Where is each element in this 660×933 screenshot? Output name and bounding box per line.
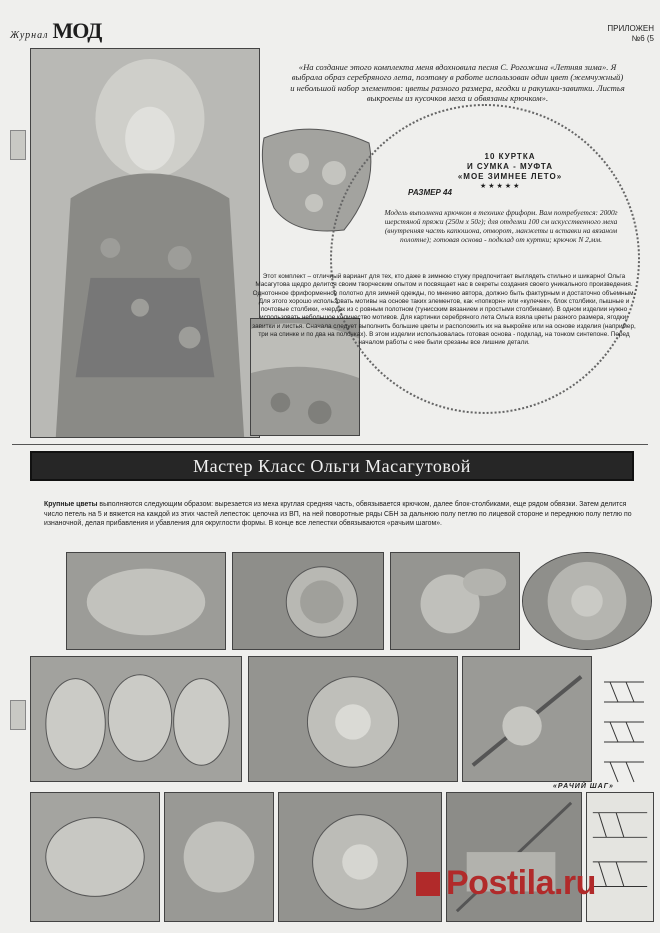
step-photo-petals-three [30, 656, 242, 782]
tape-mark-bottom [10, 700, 26, 730]
watermark-text: Postila.ru [446, 864, 596, 902]
section-divider [12, 444, 648, 445]
step-photo-petal [390, 552, 520, 650]
materials-text: Модель выполнена крючком в технике фриформ. Вам потребуется: 2000г шерстяной пряжи (250м х 50г); для отделки 100 см искусственного меха (внутренняя часть капюшона, отворот, манжеты и вставки на вязаном полотне); готовая основа - подклад от куртки; крючок N 2,мм. [384, 208, 618, 244]
model-photo [30, 48, 260, 438]
masterclass-banner [30, 451, 634, 481]
description-text: Этот комплект – отличный вариант для тех, кто даже в зимнюю стужу предпочитает выглядеть стильно и шикарно! Ольга Масагутова щедро делится своим творческим опытом и посвящает нас в секреты создания своего уникального произведения. Однотонное фриформенное полотно для зимней одежды, по мнению автора, должно быть фактурным и достаточно объемным. Для этого хорошо использовать мотивы на основе таких элементов, как «попкорн» или «кулечек», блок столбики, пышные и почтовые столбики, «чердак из с ровным полотном (тунисским вязанием и простыми столбиками). В одном изделии нужно использовать небольшое количество мотивов. Для картинки серебряного лета Ольга взяла цветы разного размера, ягодки, завитки и листья. Сначала следует выполнить большие цветы и расположить их на выкройке или на основе изделия (например, три на спинке и по два на полочках). В этом изделии использовалась готовая основа - подклад, на тонком синтепоне. Перед началом работы с нее были срезаны все лишние детали. [252, 273, 636, 347]
model-title-line3: «МОЕ ЗИМНЕЕ ЛЕТО» [457, 172, 563, 181]
step-photo-circle [232, 552, 384, 650]
step-photo-fur [66, 552, 226, 650]
issue-number: №6 (5 [631, 34, 654, 43]
decorative-circle [330, 104, 640, 414]
step-photo-row3-1 [30, 792, 160, 922]
masterclass-body: выполняются следующим образом: вырезается из меха круглая средняя часть, обвязывается крючком, далее блок-столбиками, еще рядом обвязки. Затем делится число петель на 5 и вяжется на каждой из этих частей лепесток: цепочка из ВП, на ней поворотные ряды СБН за дальнюю полу петлю по лицевой стороне и переднюю полу петлю по изнаночной, делая прибавления и убавления для округлости формы. В конце все лепестки обвязываются «рачьим шагом». [44, 501, 632, 528]
masterclass-title: Мастер Класс Ольги Масагутовой [193, 455, 471, 476]
supplement-label: ПРИЛОЖЕН [607, 24, 654, 33]
issue-info [607, 24, 654, 44]
step-photo-row3-scheme [586, 792, 654, 922]
logo-small-text: Журнал [10, 30, 49, 41]
step-photo-flower-fur [248, 656, 458, 782]
model-title-line2: И СУМКА - МУФТА [466, 162, 554, 171]
designer-quote: «На создание этого комплекта меня вдохновила песня С. Рогожина «Летняя зима». Я выбрала образ серебряного лета, поэтому в работе использован один цвет (жемчужный) и небольшой набор элементов: цветы разного размера, ягодки и ракушки-завитки. Листья выкроены из кусочков меха и обвязаны крючком». [290, 62, 625, 104]
tape-mark-top [10, 130, 26, 160]
step-photo-hook [462, 656, 592, 782]
model-title [440, 152, 580, 182]
size-label: РАЗМЕР 44 [408, 188, 452, 197]
masterclass-lead: Крупные цветы [44, 501, 98, 508]
difficulty-stars: ★★★★★ [480, 183, 522, 190]
masterclass-text [44, 500, 636, 529]
crab-stitch-scheme [596, 672, 652, 792]
watermark-icon [416, 872, 440, 896]
model-title-line1: 10 КУРТКА [484, 152, 536, 161]
magazine-logo [10, 18, 101, 44]
step-photo-flower-round [522, 552, 652, 650]
step-photo-row3-2 [164, 792, 274, 922]
step-photo-row3-3 [278, 792, 442, 922]
logo-big-text: МОД [52, 18, 102, 43]
crab-stitch-caption: «РАЧИЙ ШАГ» [553, 783, 614, 790]
